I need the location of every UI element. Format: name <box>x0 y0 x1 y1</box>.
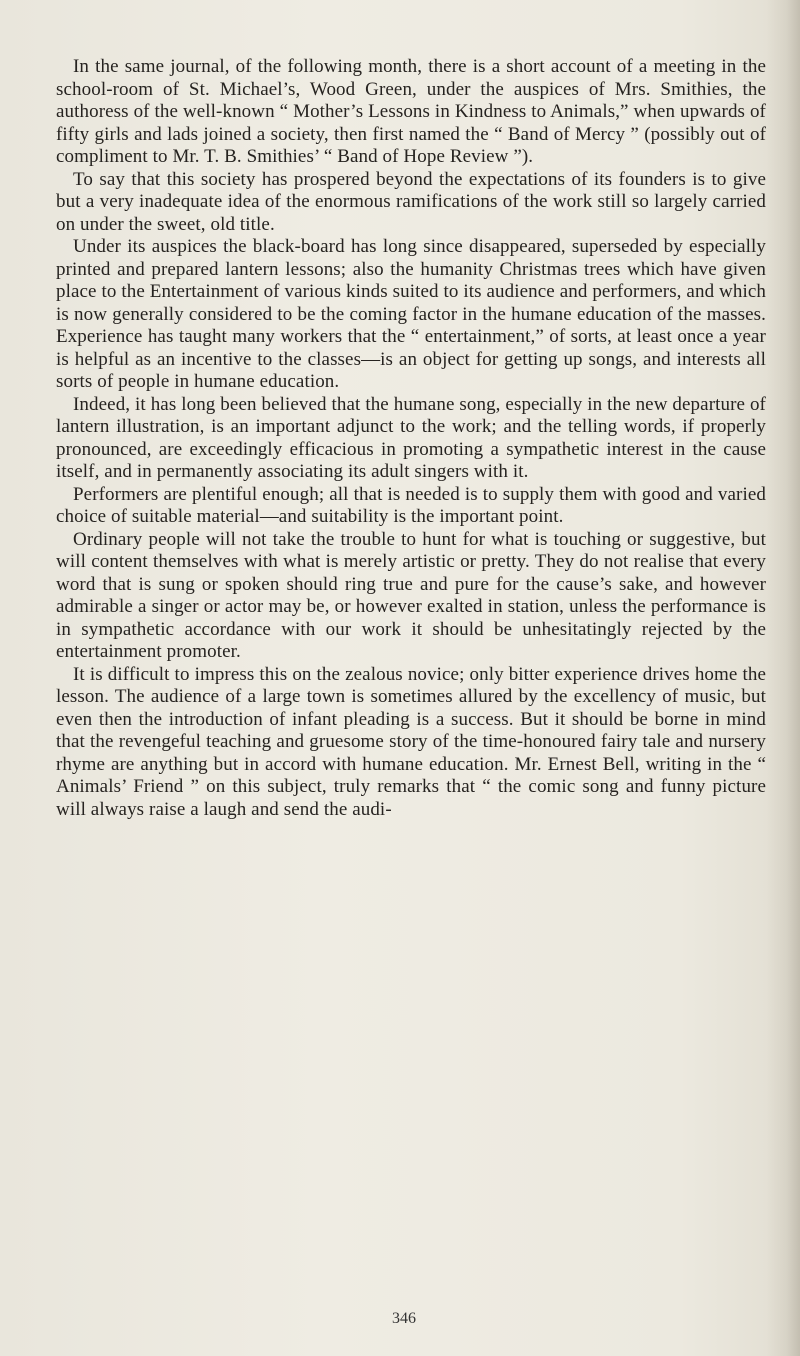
paragraph-4: Indeed, it has long been believed that the humane song, especially in the new departure of lantern illustration, is an important adjunct to the work; and the telling words, if properly pronounced, are exceedingly efficacious in promoting a sympathetic interest in the cause itself, and in permanently associating its adult singers with it. <box>56 393 766 482</box>
body-text <box>56 56 766 821</box>
paragraph-6: Ordinary people will not take the trouble to hunt for what is touching or suggestive, but will content themselves with what is merely artistic or pretty. They do not realise that every word that is sung or spoken should ring true and pure for the cause’s sake, and however admirable a singer or actor may be, or however exalted in station, unless the performance is in sympathetic accordance with our work it should be unhesitatingly rejected by the entertainment promoter. <box>56 528 766 662</box>
paragraph-2: To say that this society has prospered beyond the expectations of its founders is to give but a very inadequate idea of the enormous ramifications of the work still so largely carried on under the sweet, old title. <box>56 168 766 235</box>
page-edge-shadow <box>766 0 800 1356</box>
page-number: 346 <box>392 1310 416 1327</box>
paragraph-5: Performers are plentiful enough; all that is needed is to supply them with good and varied choice of suitable material—and suitability is the important point. <box>56 483 766 527</box>
paragraph-7: It is difficult to impress this on the zealous novice; only bitter experience drives home the lesson. The audience of a large town is sometimes allured by the excellency of music, but even then the introduction of infant pleading is a success. But it should be borne in mind that the revengeful teaching and gruesome story of the time-honoured fairy tale and nursery rhyme are anything but in accord with humane education. Mr. Ernest Bell, writing in the “ Animals’ Friend ” on this subject, truly remarks that “ the comic song and funny picture will always raise a laugh and send the audi- <box>56 663 766 820</box>
paragraph-3: Under its auspices the black-board has long since disappeared, superseded by especially printed and prepared lantern lessons; also the humanity Christmas trees which have given place to the Entertainment of various kinds suited to its audience and performers, and which is now generally considered to be the coming factor in the humane education of the masses. Experience has taught many workers that the “ entertainment,” of sorts, at least once a year is helpful as an incentive to the classes—is an object for getting up songs, and interests all sorts of people in humane education. <box>56 236 766 392</box>
paragraph-1: In the same journal, of the following month, there is a short account of a meeting in the school-room of St. Michael’s, Wood Green, under the auspices of Mrs. Smithies, the authoress of the well-known “ Mother’s Lessons in Kindness to Animals,” when upwards of fifty girls and lads joined a society, then first named the “ Band of Mercy ” (possibly out of compliment to Mr. T. B. Smithies’ “ Band of Hope Review ”). <box>56 56 766 167</box>
